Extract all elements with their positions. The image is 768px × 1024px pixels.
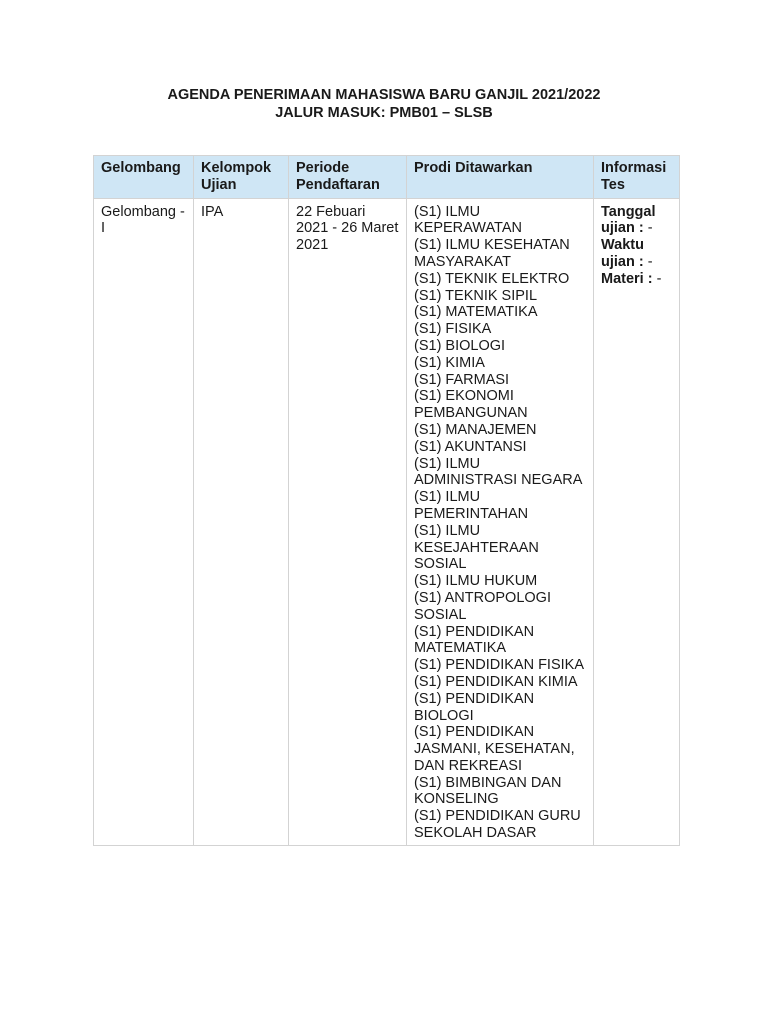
prodi-item: (S1) ILMU PEMERINTAHAN (414, 489, 529, 522)
prodi-list (414, 204, 586, 842)
prodi-item: (S1) AKUNTANSI (414, 438, 527, 455)
header-gelombang: Gelombang (94, 156, 194, 199)
info-materi-value: - (652, 270, 662, 287)
table-header (94, 156, 680, 199)
prodi-item: (S1) ANTROPOLOGI SOSIAL (414, 589, 551, 623)
prodi-item: (S1) ILMU KESEHATAN MASYARAKAT (414, 237, 570, 270)
info-tanggal-ujian (601, 204, 672, 238)
header-kelompok-ujian: Kelompok Ujian (194, 156, 289, 199)
header-row (94, 156, 680, 199)
prodi-item: (S1) TEKNIK ELEKTRO (414, 270, 570, 287)
table-row (94, 198, 680, 845)
prodi-item: (S1) FARMASI (414, 371, 510, 388)
info-tanggal-label: Tanggal ujian : (601, 203, 656, 237)
cell-periode-pendaftaran: 22 Febuari 2021 - 26 Maret 2021 (289, 198, 407, 845)
prodi-item: (S1) PENDIDIKAN JASMANI, KESEHATAN, DAN REKREASI (414, 724, 575, 774)
info-waktu-ujian (601, 237, 672, 271)
prodi-item: (S1) FISIKA (414, 321, 492, 338)
info-materi (601, 271, 672, 288)
info-materi-label: Materi : (601, 270, 653, 287)
prodi-item: (S1) PENDIDIKAN FISIKA (414, 657, 585, 674)
prodi-item: (S1) PENDIDIKAN KIMIA (414, 673, 578, 690)
prodi-item: (S1) MATEMATIKA (414, 304, 538, 321)
prodi-item: (S1) MANAJEMEN (414, 421, 537, 438)
table-body (94, 198, 680, 845)
cell-prodi-ditawarkan (407, 198, 594, 845)
cell-gelombang: Gelombang - I (94, 198, 194, 845)
header-informasi-tes: Informasi Tes (594, 156, 680, 199)
prodi-item: (S1) KIMIA (414, 354, 485, 371)
prodi-item: (S1) EKONOMI PEMBANGUNAN (414, 388, 528, 422)
prodi-item: (S1) ILMU ADMINISTRASI NEGARA (414, 455, 583, 489)
prodi-item: (S1) BIMBINGAN DAN KONSELING (414, 774, 562, 808)
document-title (0, 86, 768, 122)
prodi-item: (S1) ILMU KEPERAWATAN (414, 203, 522, 237)
prodi-item: (S1) PENDIDIKAN GURU SEKOLAH DASAR (414, 808, 581, 842)
title-line-1: AGENDA PENERIMAAN MAHASISWA BARU GANJIL 2021/2022 (167, 87, 601, 103)
prodi-item: (S1) TEKNIK SIPIL (414, 287, 538, 304)
prodi-item: (S1) PENDIDIKAN MATEMATIKA (414, 623, 535, 657)
prodi-item: (S1) ILMU KESEJAHTERAAN SOSIAL (414, 522, 539, 573)
header-prodi-ditawarkan: Prodi Ditawarkan (407, 156, 594, 199)
info-waktu-value: - (643, 253, 653, 270)
info-tanggal-value: - (643, 220, 653, 237)
header-periode-pendaftaran: Periode Pendaftaran (289, 156, 407, 199)
cell-kelompok-ujian: IPA (194, 198, 289, 845)
prodi-item: (S1) BIOLOGI (414, 337, 506, 354)
cell-informasi-tes (594, 198, 680, 845)
info-waktu-label: Waktu ujian : (601, 237, 644, 270)
prodi-item: (S1) ILMU HUKUM (414, 573, 538, 590)
prodi-item: (S1) PENDIDIKAN BIOLOGI (414, 690, 535, 724)
agenda-table (93, 155, 680, 846)
title-line-2: JALUR MASUK: PMB01 – SLSB (275, 105, 493, 121)
